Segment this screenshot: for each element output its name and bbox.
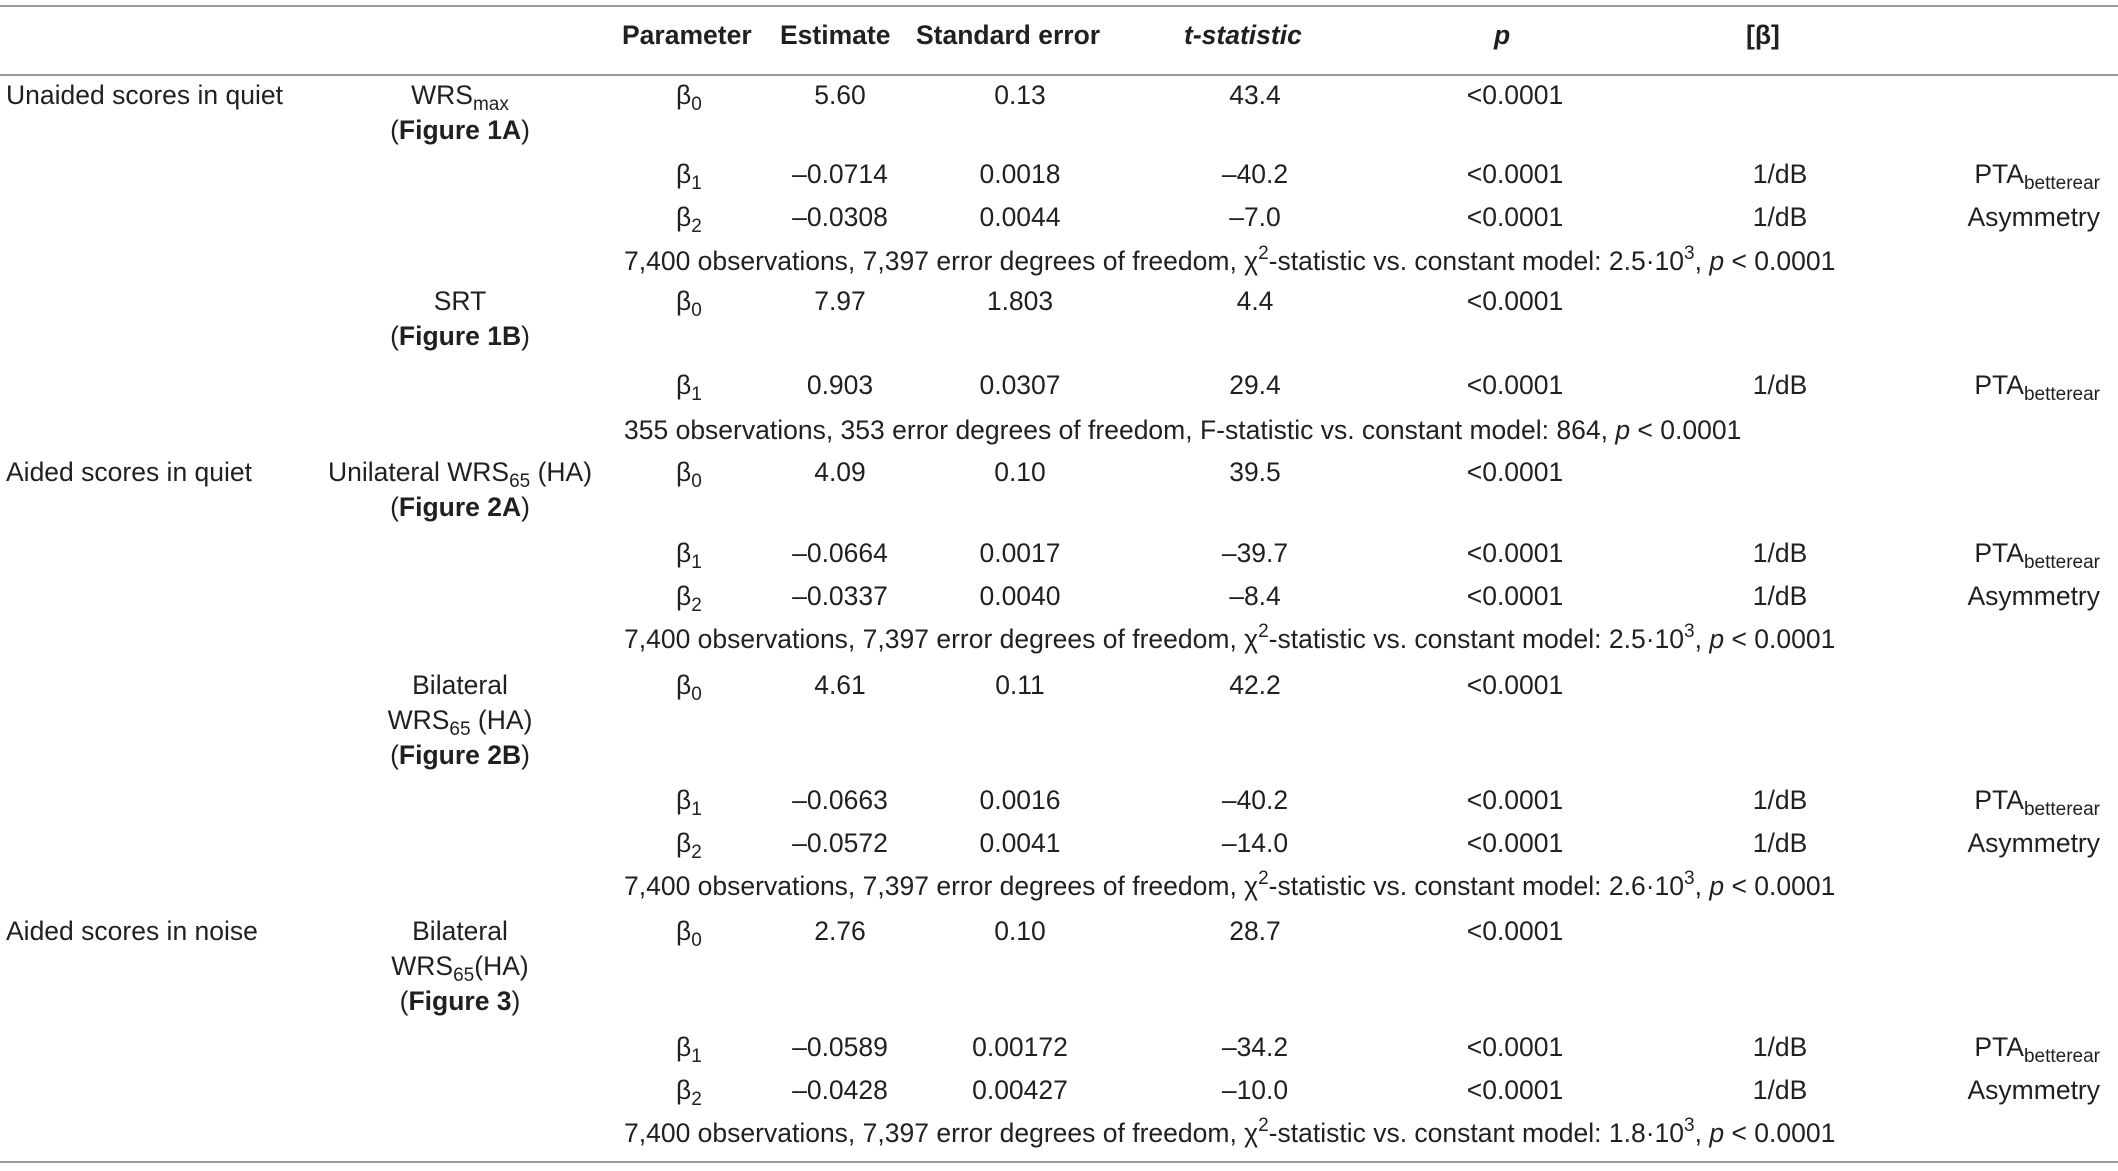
beta-symbol [676,284,736,319]
header-std-error: Standard error [916,20,1101,50]
model-summary-5 [624,1116,1835,1151]
summary-sup: 3 [1684,868,1695,889]
model-label-sub: max [472,94,509,115]
std-error-value: 0.00427 [972,1075,1068,1105]
covariate-name: PTA [1974,370,2024,400]
model-label-text: Unilateral WRS [327,457,510,487]
t-statistic-value: 39.5 [1229,457,1281,487]
figure-1b-ref: Figure 1B [398,321,522,351]
std-error-cell [930,668,1110,703]
figure-3-ref: Figure 3 [408,986,512,1016]
beta-char: β [676,670,692,700]
beta-symbol [676,579,736,614]
model-figure-line [310,490,610,525]
t-statistic-cell [1180,826,1330,861]
std-error-cell [930,368,1110,403]
beta-subscript: 2 [691,595,702,616]
beta-unit: 1/dB [1752,1075,1808,1105]
t-statistic-cell [1180,914,1330,949]
summary-text: -statistic vs. constant model: 2.5·10 [1268,624,1685,654]
std-error-cell [930,78,1110,113]
estimate-cell [770,455,910,490]
std-error-value: 0.0017 [979,538,1061,568]
t-statistic-cell [1180,1030,1330,1065]
header-p: p [1494,20,1511,50]
p-value: <0.0001 [1466,80,1564,110]
beta-unit-cell [1700,1073,1860,1108]
beta-symbol [676,455,736,490]
std-error-value: 0.00172 [972,1032,1068,1062]
p-value-cell [1440,826,1590,861]
p-value: <0.0001 [1466,202,1564,232]
beta-unit: 1/dB [1752,1032,1808,1062]
p-value-cell [1440,914,1590,949]
estimate-value: 5.60 [814,80,866,110]
paren: ) [511,986,521,1016]
summary-text: , [1694,871,1710,901]
beta-char: β [676,80,692,110]
beta-char: β [676,1075,692,1105]
beta-char: β [676,785,692,815]
beta-subscript: 1 [691,799,702,820]
t-statistic-cell [1180,284,1330,319]
covariate-cell [1880,826,2100,861]
std-error-cell [930,914,1110,949]
paren: ( [399,986,409,1016]
p-value-cell [1440,157,1590,192]
summary-text: < 0.0001 [1724,1118,1836,1148]
figure-1a-ref: Figure 1A [398,115,522,145]
covariate-name: Asymmetry [1967,828,2100,858]
t-statistic-value: –7.0 [1229,202,1281,232]
beta-unit-cell [1700,579,1860,614]
std-error-value: 0.0040 [979,581,1061,611]
t-statistic-cell [1180,455,1330,490]
t-statistic-value: –10.0 [1221,1075,1289,1105]
covariate-name: PTA [1974,1032,2024,1062]
covariate-cell [1880,200,2100,235]
beta-unit: 1/dB [1752,581,1808,611]
model-summary-3 [624,622,1835,657]
t-statistic-value: –40.2 [1221,159,1289,189]
std-error-value: 0.0041 [979,828,1061,858]
model-label-text: SRT [433,286,487,316]
covariate-cell [1880,579,2100,614]
p-value-cell [1440,368,1590,403]
t-statistic-value: –40.2 [1221,785,1289,815]
estimate-cell [770,536,910,571]
beta-subscript: 0 [691,94,702,115]
paren: ) [521,115,530,145]
beta-symbol [676,157,736,192]
std-error-value: 0.10 [994,916,1046,946]
summary-p: p [1709,246,1725,276]
beta-subscript: 2 [691,842,702,863]
covariate-subscript: betterear [2023,384,2100,405]
t-statistic-value: 28.7 [1229,916,1281,946]
model-label-sub: 65 [449,719,471,740]
summary-p: p [1709,1118,1725,1148]
std-error-cell [930,536,1110,571]
paren: ( [390,115,399,145]
summary-text: , [1694,246,1710,276]
summary-sup: 3 [1684,621,1695,642]
summary-text: , [1694,1118,1710,1148]
summary-text: < 0.0001 [1630,415,1742,445]
header-rule [0,74,2118,76]
estimate-cell [770,826,910,861]
section-unaided-quiet: Unaided scores in quiet [6,80,283,110]
covariate-cell [1880,1030,2100,1065]
estimate-value: 4.61 [814,670,866,700]
std-error-cell [930,579,1110,614]
top-rule [0,5,2118,7]
p-value: <0.0001 [1466,670,1564,700]
t-statistic-value: 4.4 [1236,286,1274,316]
estimate-cell [770,579,910,614]
t-statistic-value: 42.2 [1229,670,1281,700]
beta-subscript: 1 [691,384,702,405]
beta-subscript: 0 [691,471,702,492]
header-beta-unit: [β] [1746,20,1780,50]
estimate-value: –0.0572 [792,828,888,858]
model-label-post: (HA) [470,705,533,735]
std-error-cell [930,826,1110,861]
p-value: <0.0001 [1466,286,1564,316]
beta-unit-cell [1700,536,1860,571]
covariate-cell [1880,1073,2100,1108]
estimate-cell [770,157,910,192]
summary-p: p [1709,871,1725,901]
covariate-cell [1880,368,2100,403]
estimate-value: 4.09 [814,457,866,487]
estimate-cell [770,783,910,818]
summary-text: -statistic vs. constant model: 1.8·10 [1268,1118,1685,1148]
summary-text: 7,400 observations, 7,397 error degrees of freedom, χ [624,871,1259,901]
beta-symbol [676,914,736,949]
model-figure-line [330,113,590,148]
summary-text: 7,400 observations, 7,397 error degrees of freedom, χ [624,1118,1259,1148]
p-value-cell [1440,78,1590,113]
std-error-cell [930,1073,1110,1108]
beta-symbol [676,1073,736,1108]
model-summary-4 [624,869,1835,904]
model-label-text: WRS [387,705,450,735]
summary-sup: 2 [1258,868,1269,889]
estimate-cell [770,1073,910,1108]
std-error-cell [930,200,1110,235]
beta-char: β [676,916,692,946]
model-figure-line [330,319,590,354]
paren: ) [521,740,530,770]
t-statistic-value: 43.4 [1229,80,1281,110]
beta-symbol [676,368,736,403]
t-statistic-cell [1180,368,1330,403]
summary-text: < 0.0001 [1724,624,1836,654]
beta-subscript: 1 [691,552,702,573]
p-value: <0.0001 [1466,370,1564,400]
beta-subscript: 2 [691,1089,702,1110]
beta-unit-cell [1700,200,1860,235]
estimate-value: 2.76 [814,916,866,946]
covariate-name: Asymmetry [1967,581,2100,611]
p-value: <0.0001 [1466,581,1564,611]
model-label-bilateral-wrs65-noise [330,914,590,1019]
estimate-cell [770,668,910,703]
t-statistic-cell [1180,536,1330,571]
covariate-cell [1880,783,2100,818]
t-statistic-value: –34.2 [1221,1032,1289,1062]
std-error-cell [930,1030,1110,1065]
model-summary-2 [624,413,1741,448]
beta-char: β [676,1032,692,1062]
estimate-cell [770,1030,910,1065]
paren: ( [390,492,399,522]
p-value-cell [1440,455,1590,490]
estimate-value: –0.0663 [792,785,888,815]
std-error-value: 0.0307 [979,370,1061,400]
t-statistic-cell [1180,78,1330,113]
beta-unit-cell [1700,783,1860,818]
covariate-name: PTA [1974,538,2024,568]
p-value-cell [1440,200,1590,235]
estimate-value: –0.0664 [792,538,888,568]
beta-char: β [676,581,692,611]
model-label-line [310,455,610,490]
estimate-cell [770,914,910,949]
beta-unit: 1/dB [1752,785,1808,815]
p-value: <0.0001 [1466,159,1564,189]
model-label-line [330,703,590,738]
std-error-cell [930,284,1110,319]
estimate-value: –0.0428 [792,1075,888,1105]
beta-symbol [676,1030,736,1065]
t-statistic-value: –14.0 [1221,828,1289,858]
model-label-post: (HA) [474,951,529,981]
beta-unit: 1/dB [1752,370,1808,400]
p-value: <0.0001 [1466,1032,1564,1062]
p-value: <0.0001 [1466,916,1564,946]
std-error-cell [930,783,1110,818]
std-error-value: 0.10 [994,457,1046,487]
model-label-text: WRS [411,80,473,110]
t-statistic-value: 29.4 [1229,370,1281,400]
estimate-value: 7.97 [814,286,866,316]
p-value: <0.0001 [1466,785,1564,815]
beta-subscript: 0 [691,684,702,705]
header-t-statistic [1184,18,1302,53]
p-value-cell [1440,579,1590,614]
beta-unit: 1/dB [1752,159,1808,189]
beta-symbol [676,668,736,703]
covariate-cell [1880,157,2100,192]
paren: ( [390,321,399,351]
t-statistic-cell [1180,579,1330,614]
summary-p: p [1615,415,1631,445]
estimate-value: –0.0714 [792,159,888,189]
beta-subscript: 0 [691,300,702,321]
model-label-sub: 65 [453,965,475,986]
model-label-text: Bilateral [412,916,508,946]
std-error-cell [930,157,1110,192]
summary-text: < 0.0001 [1724,871,1836,901]
covariate-name: Asymmetry [1967,1075,2100,1105]
beta-symbol [676,536,736,571]
std-error-value: 0.0018 [979,159,1061,189]
beta-symbol [676,200,736,235]
beta-unit-cell [1700,368,1860,403]
summary-p: p [1709,624,1725,654]
summary-text: -statistic vs. constant model: 2.5·10 [1268,246,1685,276]
p-value-cell [1440,536,1590,571]
p-value: <0.0001 [1466,457,1564,487]
beta-subscript: 0 [691,930,702,951]
figure-2b-ref: Figure 2B [398,740,522,770]
t-statistic-cell [1180,157,1330,192]
beta-subscript: 2 [691,216,702,237]
estimate-cell [770,200,910,235]
p-value: <0.0001 [1466,1075,1564,1105]
beta-unit-cell [1700,157,1860,192]
figure-2a-ref: Figure 2A [398,492,522,522]
estimate-value: –0.0337 [792,581,888,611]
p-value-cell [1440,1030,1590,1065]
beta-char: β [676,828,692,858]
beta-unit: 1/dB [1752,828,1808,858]
covariate-subscript: betterear [2023,1046,2100,1067]
covariate-subscript: betterear [2023,552,2100,573]
beta-symbol [676,78,736,113]
beta-unit-cell [1700,1030,1860,1065]
summary-text: , [1694,624,1710,654]
model-label-srt [330,284,590,354]
t-statistic-value: –8.4 [1229,581,1281,611]
estimate-cell [770,284,910,319]
p-value-cell [1440,783,1590,818]
header-t-statistic-text: t-statistic [1184,20,1302,50]
beta-char: β [676,202,692,232]
covariate-name: PTA [1974,159,2024,189]
beta-subscript: 1 [691,1046,702,1067]
p-value-cell [1440,284,1590,319]
summary-text: 355 observations, 353 error degrees of freedom, F-statistic vs. constant model: 864, [624,415,1616,445]
beta-subscript: 1 [691,173,702,194]
beta-unit: 1/dB [1752,538,1808,568]
summary-sup: 2 [1258,243,1269,264]
summary-sup: 2 [1258,1115,1269,1136]
section-aided-noise: Aided scores in noise [6,916,258,946]
estimate-value: –0.0589 [792,1032,888,1062]
summary-text: 7,400 observations, 7,397 error degrees of freedom, χ [624,246,1259,276]
summary-text: < 0.0001 [1724,246,1836,276]
beta-symbol [676,783,736,818]
model-label-text: WRS [391,951,454,981]
beta-char: β [676,286,692,316]
estimate-value: –0.0308 [792,202,888,232]
paren: ) [521,492,530,522]
model-label-line [330,949,590,984]
beta-unit: 1/dB [1752,202,1808,232]
model-figure-line [330,984,590,1019]
std-error-cell [930,455,1110,490]
header-parameter: Parameter [622,20,752,50]
beta-unit-cell [1700,826,1860,861]
model-label-wrs-max [330,78,590,148]
beta-char: β [676,538,692,568]
covariate-subscript: betterear [2023,173,2100,194]
model-label-sub: 65 [509,471,531,492]
model-label-unilateral-wrs65 [310,455,610,525]
model-figure-line [330,738,590,773]
paren: ( [390,740,399,770]
p-value-cell [1440,1073,1590,1108]
model-label-post: (HA) [530,457,593,487]
t-statistic-cell [1180,1073,1330,1108]
estimate-cell [770,368,910,403]
model-label-bilateral-wrs65 [330,668,590,773]
covariate-cell [1880,536,2100,571]
std-error-value: 0.11 [995,670,1045,700]
model-label-line [330,78,590,113]
std-error-value: 0.0016 [979,785,1061,815]
summary-text: 7,400 observations, 7,397 error degrees of freedom, χ [624,624,1259,654]
summary-sup: 3 [1684,243,1695,264]
std-error-value: 0.13 [994,80,1046,110]
t-statistic-cell [1180,200,1330,235]
estimate-cell [770,78,910,113]
beta-char: β [676,370,692,400]
std-error-value: 1.803 [986,286,1054,316]
covariate-subscript: betterear [2023,799,2100,820]
covariate-name: Asymmetry [1967,202,2100,232]
t-statistic-cell [1180,783,1330,818]
summary-text: -statistic vs. constant model: 2.6·10 [1268,871,1685,901]
t-statistic-value: –39.7 [1221,538,1289,568]
header-estimate: Estimate [780,20,891,50]
beta-char: β [676,159,692,189]
model-summary-1 [624,244,1835,279]
p-value: <0.0001 [1466,828,1564,858]
t-statistic-cell [1180,668,1330,703]
model-label-text: Bilateral [412,670,508,700]
paren: ) [521,321,530,351]
covariate-name: PTA [1974,785,2024,815]
summary-sup: 2 [1258,621,1269,642]
beta-char: β [676,457,692,487]
bottom-rule [0,1161,2118,1163]
summary-sup: 3 [1684,1115,1695,1136]
std-error-value: 0.0044 [979,202,1061,232]
p-value-cell [1440,668,1590,703]
section-aided-quiet: Aided scores in quiet [6,457,253,487]
estimate-value: 0.903 [806,370,874,400]
p-value: <0.0001 [1466,538,1564,568]
beta-symbol [676,826,736,861]
